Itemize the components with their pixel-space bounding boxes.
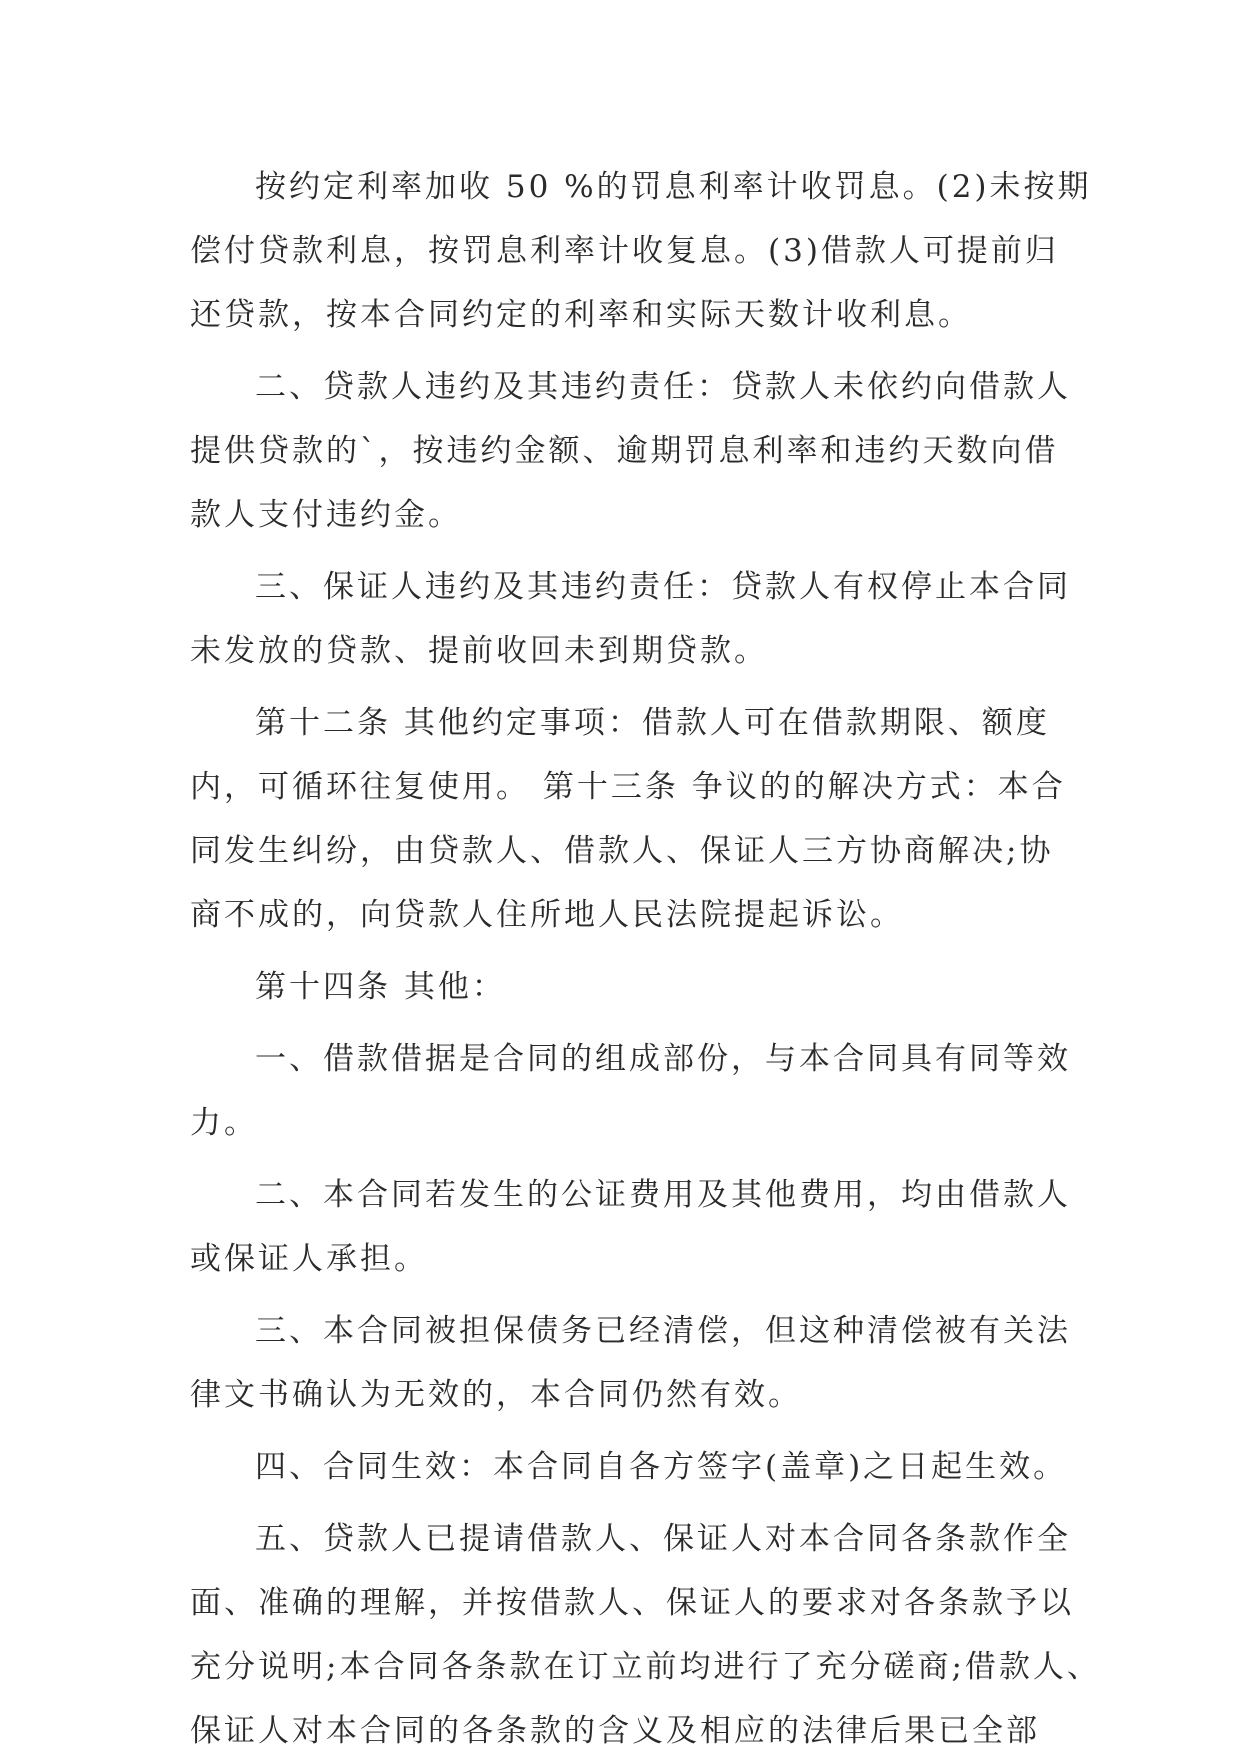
text-line: 偿付贷款利息，按罚息利率计收复息。(3)借款人可提前归	[190, 233, 1059, 269]
text-line: 款人支付违约金。	[190, 497, 462, 533]
text-line: 内，可循环往复使用。 第十三条 争议的的解决方式：本合	[190, 769, 1066, 805]
text-line: 三、保证人违约及其违约责任：贷款人有权停止本合同	[255, 569, 1071, 605]
text-line: 商不成的，向贷款人住所地人民法院提起诉讼。	[190, 897, 904, 933]
text-line: 面、准确的理解，并按借款人、保证人的要求对各条款予以	[190, 1585, 1074, 1621]
text-line: 未发放的贷款、提前收回未到期贷款。	[190, 633, 768, 669]
text-line: 保证人对本合同的各条款的含义及相应的法律后果已全部	[190, 1713, 1040, 1749]
text-line: 四、合同生效：本合同自各方签字(盖章)之日起生效。	[255, 1449, 1068, 1485]
text-line: 提供贷款的`，按违约金额、逾期罚息利率和违约天数向借	[190, 433, 1059, 469]
text-line: 二、贷款人违约及其违约责任：贷款人未依约向借款人	[255, 369, 1071, 405]
text-line: 一、借款借据是合同的组成部份，与本合同具有同等效	[255, 1041, 1071, 1077]
text-line: 充分说明;本合同各条款在订立前均进行了充分磋商;借款人、	[190, 1649, 1101, 1685]
text-line: 力。	[190, 1105, 258, 1141]
text-line: 第十四条 其他：	[255, 969, 506, 1005]
text-line: 或保证人承担。	[190, 1241, 428, 1277]
text-line: 还贷款，按本合同约定的利率和实际天数计收利息。	[190, 297, 972, 333]
document-body	[190, 155, 1101, 1763]
text-line: 同发生纠纷，由贷款人、借款人、保证人三方协商解决;协	[190, 833, 1054, 869]
text-line: 三、本合同被担保债务已经清偿，但这种清偿被有关法	[255, 1313, 1071, 1349]
text-line: 二、本合同若发生的公证费用及其他费用，均由借款人	[255, 1177, 1071, 1213]
text-line: 第十二条 其他约定事项：借款人可在借款期限、额度	[255, 705, 1050, 741]
text-line: 按约定利率加收 50 %的罚息利率计收罚息。(2)未按期	[255, 169, 1092, 205]
text-line: 律文书确认为无效的，本合同仍然有效。	[190, 1377, 802, 1413]
text-line: 五、贷款人已提请借款人、保证人对本合同各条款作全	[255, 1521, 1071, 1557]
